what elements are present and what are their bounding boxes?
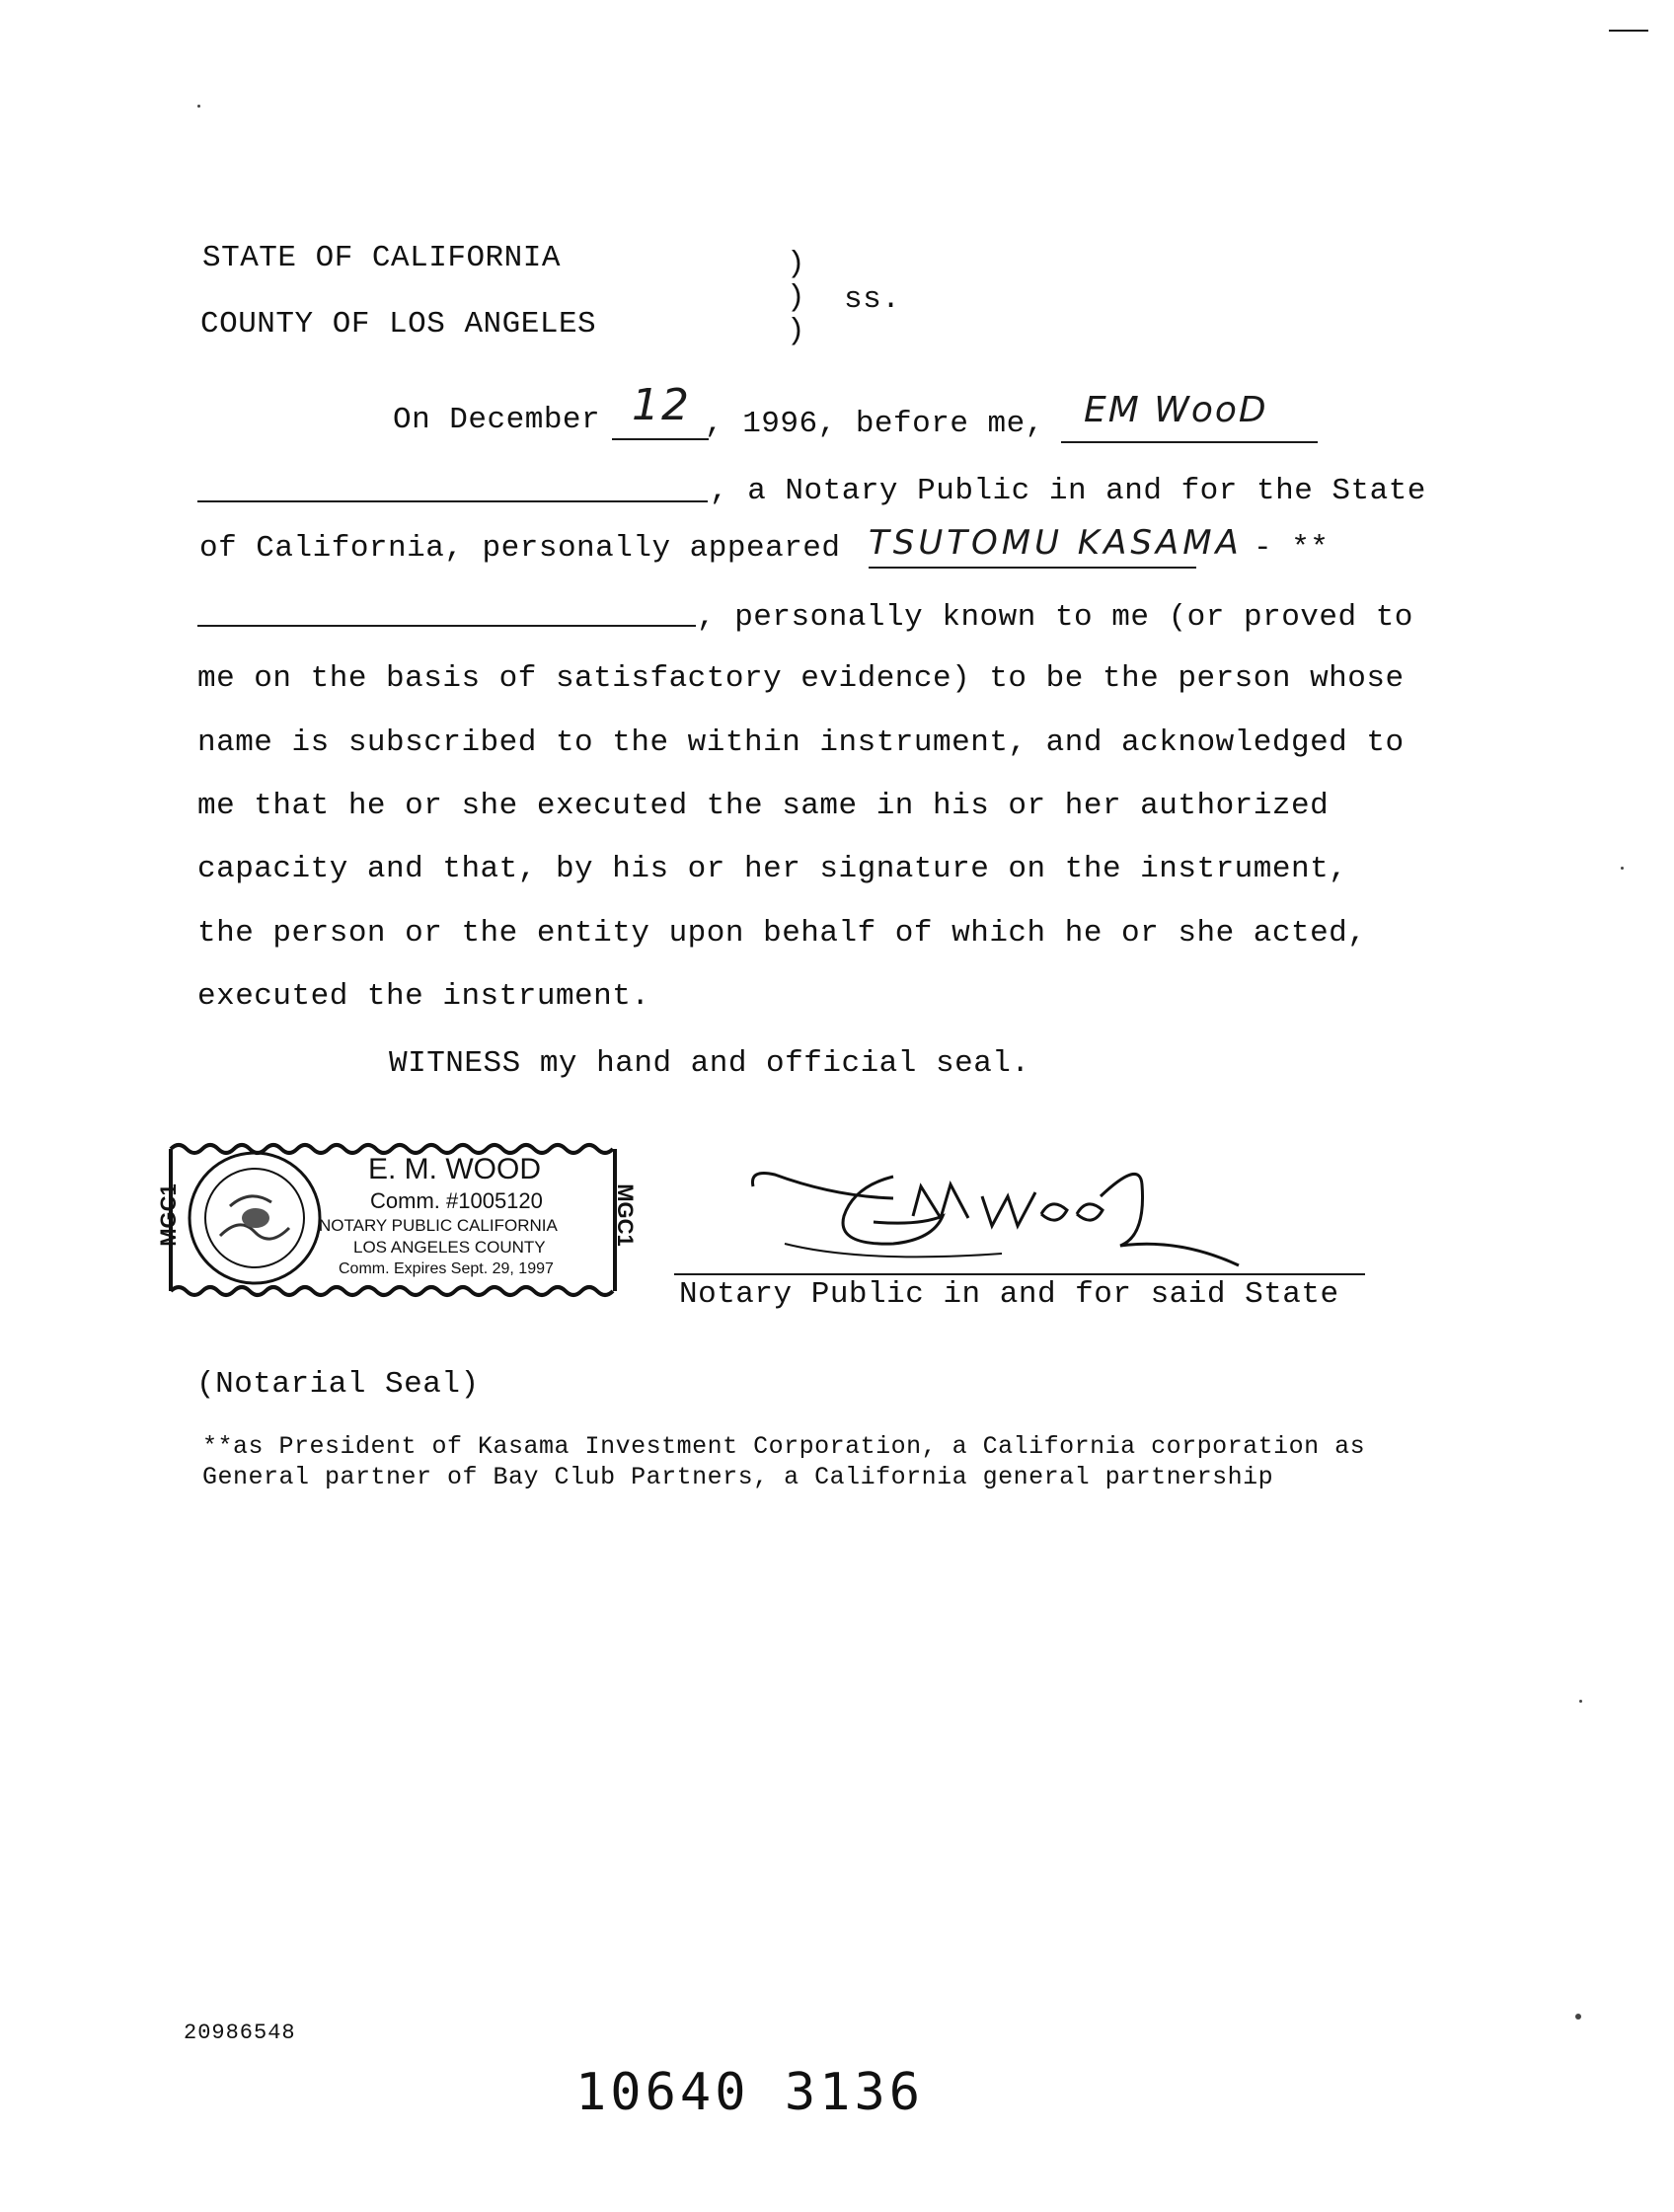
handwritten-appeared-name: TSUTOMU KASAMA bbox=[869, 523, 1243, 563]
line3-suffix: - ** bbox=[1254, 531, 1330, 566]
signature-label: Notary Public in and for said State bbox=[679, 1277, 1339, 1312]
scan-speck bbox=[1621, 867, 1624, 870]
body-line: me on the basis of satisfactory evidence) to be the person whose bbox=[197, 661, 1405, 696]
line3-prefix: of California, personally appeared bbox=[199, 531, 841, 566]
handwritten-day: 12 bbox=[632, 380, 691, 430]
day-underline bbox=[612, 438, 709, 440]
footnote-line: **as President of Kasama Investment Corporation, a California corporation as bbox=[202, 1432, 1366, 1461]
stamp-expires: Comm. Expires Sept. 29, 1997 bbox=[339, 1260, 554, 1277]
stamp-title: NOTARY PUBLIC CALIFORNIA bbox=[319, 1216, 558, 1235]
state-heading: STATE OF CALIFORNIA bbox=[202, 241, 561, 275]
blank-line bbox=[197, 625, 696, 627]
line4-suffix: , personally known to me (or proved to bbox=[697, 600, 1413, 635]
line2-suffix: , a Notary Public in and for the State bbox=[710, 474, 1426, 508]
bracket-paren: ) bbox=[787, 280, 806, 315]
scan-mark bbox=[1609, 30, 1648, 32]
bracket-paren: ) bbox=[787, 247, 806, 281]
appeared-name-underline bbox=[869, 567, 1196, 569]
signature-line bbox=[674, 1273, 1365, 1275]
stamp-county: LOS ANGELES COUNTY bbox=[353, 1238, 546, 1257]
county-heading: COUNTY OF LOS ANGELES bbox=[200, 307, 597, 342]
body-line: name is subscribed to the within instrument, and acknowledged to bbox=[197, 725, 1405, 760]
line1-mid: , 1996, before me, bbox=[705, 407, 1044, 441]
notarial-seal-label: (Notarial Seal) bbox=[196, 1367, 480, 1402]
scan-speck bbox=[1579, 1700, 1582, 1703]
line1-prefix: On December bbox=[393, 403, 601, 437]
scan-speck bbox=[1575, 2014, 1581, 2020]
stamp-side-code-right: MGC1 bbox=[612, 1183, 638, 1247]
ss-label: ss. bbox=[844, 282, 901, 317]
body-line: me that he or she executed the same in his or her authorized bbox=[197, 789, 1330, 823]
stamp-name: E. M. WOOD bbox=[368, 1153, 541, 1185]
witness-line: WITNESS my hand and official seal. bbox=[389, 1046, 1030, 1081]
blank-line bbox=[197, 500, 708, 502]
stamp-comm: Comm. #1005120 bbox=[370, 1188, 543, 1213]
body-line: executed the instrument. bbox=[197, 979, 650, 1014]
handwritten-notary-name: EM WooD bbox=[1084, 390, 1268, 430]
bracket-paren: ) bbox=[787, 314, 806, 348]
footnote-line: General partner of Bay Club Partners, a California general partnership bbox=[202, 1463, 1274, 1491]
notary-stamp bbox=[155, 1137, 638, 1303]
notary-name-underline bbox=[1061, 441, 1318, 443]
body-line: the person or the entity upon behalf of which he or she acted, bbox=[197, 916, 1367, 951]
stamp-side-code-left: MGC1 bbox=[155, 1183, 181, 1247]
page-number: 10640 3136 bbox=[575, 2063, 925, 2122]
body-line: capacity and that, by his or her signature on the instrument, bbox=[197, 852, 1348, 886]
document-id: 20986548 bbox=[184, 2021, 296, 2045]
scan-speck bbox=[197, 105, 200, 108]
